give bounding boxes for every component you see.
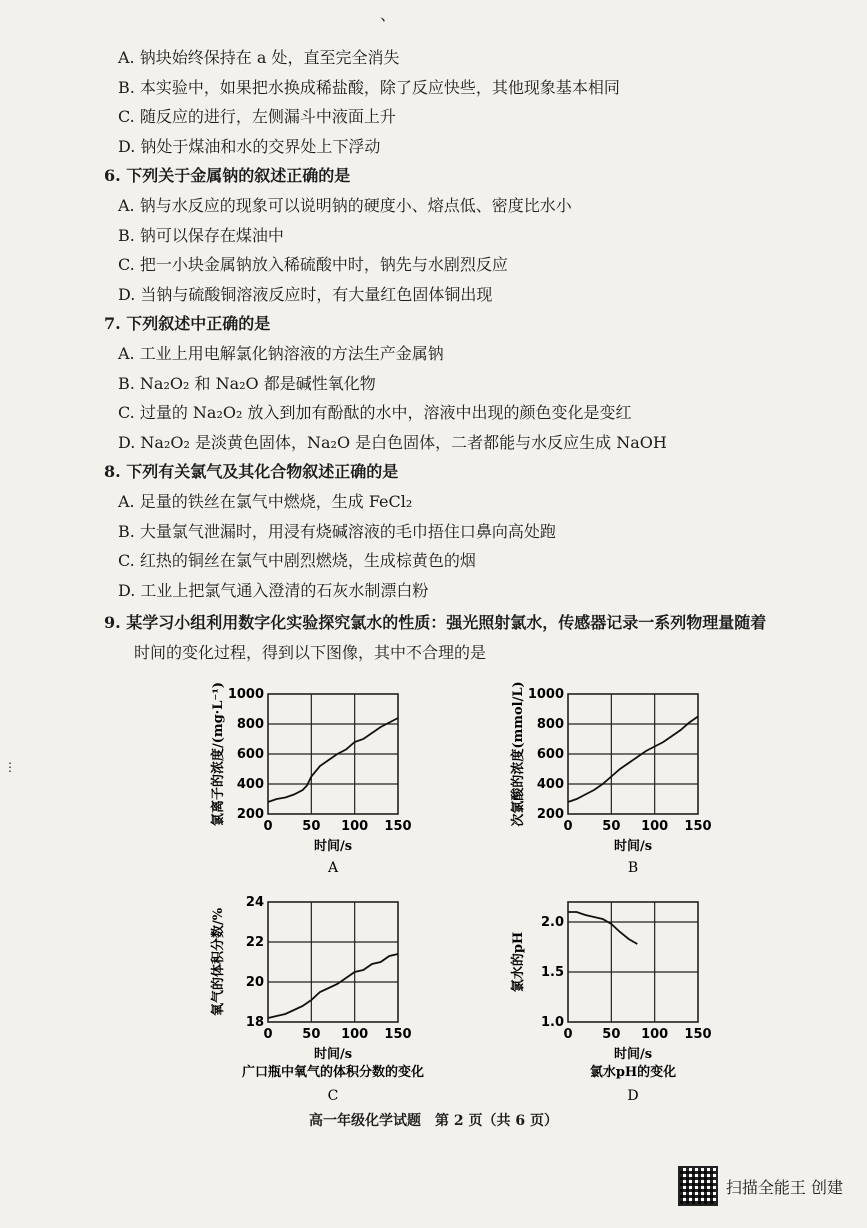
series-line (568, 912, 637, 944)
y-tick-label: 200 (236, 807, 264, 822)
x-tick-label: 50 (602, 1027, 621, 1042)
x-tick-label: 0 (263, 1027, 273, 1042)
y-tick-label: 400 (236, 777, 264, 792)
x-tick-label: 50 (302, 1027, 321, 1042)
y-tick-label: 800 (236, 717, 264, 732)
chart-svg (500, 682, 740, 877)
y-tick-label: 22 (245, 935, 264, 950)
question-option: B. Na₂O₂ 和 Na₂O 都是碱性氧化物 (118, 373, 376, 393)
y-tick-label: 400 (536, 777, 564, 792)
chart-svg (200, 682, 440, 877)
x-tick-label: 50 (602, 819, 621, 834)
x-tick-label: 150 (684, 819, 712, 834)
question-option: A. 钠块始终保持在 a 处，直至完全消失 (118, 48, 400, 67)
question-option: C. 随反应的进行，左侧漏斗中液面上升 (118, 107, 396, 127)
top-mark: 、 (380, 5, 397, 24)
x-tick-label: 100 (341, 819, 369, 834)
y-axis-label: 次氯酸的浓度(mmol/L) (511, 681, 526, 827)
question-option: D. 钠处于煤油和水的交界处上下浮动 (118, 136, 381, 156)
page-footer: 高一年级化学试题 第 2 页（共 6 页） (309, 1113, 558, 1129)
scanner-text: 扫描全能王 创建 (725, 1177, 843, 1197)
y-tick-label: 2.0 (540, 915, 564, 930)
y-tick-label: 200 (536, 807, 564, 822)
question-option: C. 把一小块金属钠放入稀硫酸中时，钠先与水剧烈反应 (118, 255, 508, 275)
y-tick-label: 600 (536, 747, 564, 762)
x-tick-label: 0 (263, 819, 273, 834)
y-axis-label: 氧气的体积分数/% (211, 907, 226, 1017)
x-axis-label: 时间/s (313, 1047, 353, 1062)
question-option: A. 足量的铁丝在氯气中燃烧，生成 FeCl₂ (118, 492, 413, 511)
x-tick-label: 150 (384, 819, 412, 834)
x-tick-label: 100 (641, 819, 669, 834)
y-tick-label: 600 (236, 747, 264, 762)
chart-subtitle: 广口瓶中氧气的体积分数的变化 (241, 1065, 425, 1080)
y-tick-label: 1000 (227, 687, 264, 702)
question-option: C. 红热的铜丝在氯气中剧烈燃烧，生成棕黄色的烟 (118, 551, 476, 571)
x-tick-label: 150 (384, 1027, 412, 1042)
plot-frame (568, 902, 698, 1022)
y-tick-label: 800 (536, 717, 564, 732)
question-stem: 6. 下列关于金属钠的叙述正确的是 (104, 166, 351, 186)
question-option: A. 钠与水反应的现象可以说明钠的硬度小、熔点低、密度比水小 (118, 196, 572, 215)
q9-stem-line1: 9. 某学习小组利用数字化实验探究氯水的性质：强光照射氯水，传感器记录一系列物理量随着 (104, 613, 767, 632)
question-stem: 8. 下列有关氯气及其化合物叙述正确的是 (104, 462, 399, 482)
chart-caption: B (627, 860, 639, 876)
qr-code-icon (678, 1166, 718, 1206)
series-line (268, 718, 398, 802)
y-tick-label: 1.0 (540, 1015, 564, 1030)
x-axis-label: 时间/s (313, 839, 353, 854)
question-option: A. 工业上用电解氯化钠溶液的方法生产金属钠 (118, 344, 444, 363)
y-tick-label: 1000 (527, 687, 564, 702)
chart-caption: C (327, 1088, 339, 1104)
x-tick-label: 100 (641, 1027, 669, 1042)
y-tick-label: 24 (245, 895, 264, 910)
x-tick-label: 0 (563, 819, 573, 834)
question-option: B. 钠可以保存在煤油中 (118, 225, 284, 245)
y-axis-label: 氯离子的浓度/(mg·L⁻¹) (211, 681, 226, 827)
question-stem: 7. 下列叙述中正确的是 (104, 314, 271, 334)
chart-subtitle: 氯水pH的变化 (589, 1065, 677, 1080)
question-option: D. Na₂O₂ 是淡黄色固体，Na₂O 是白色固体，二者都能与水反应生成 NaOH (118, 432, 667, 452)
y-tick-label: 1.5 (540, 965, 564, 980)
y-axis-label: 氯水的pH (511, 931, 526, 993)
x-tick-label: 100 (341, 1027, 369, 1042)
chart-svg (500, 890, 740, 1104)
chart-caption: D (627, 1088, 639, 1104)
series-line (268, 954, 398, 1018)
chart-svg (200, 890, 440, 1104)
y-tick-label: 18 (245, 1015, 264, 1030)
y-tick-label: 20 (245, 975, 264, 990)
x-axis-label: 时间/s (613, 839, 653, 854)
q9-stem-line2: 时间的变化过程，得到以下图像，其中不合理的是 (134, 643, 487, 662)
x-tick-label: 150 (684, 1027, 712, 1042)
scanner-watermark (678, 1166, 843, 1206)
series-line (568, 717, 698, 803)
question-option: D. 当钠与硫酸铜溶液反应时，有大量红色固体铜出现 (118, 284, 493, 304)
x-axis-label: 时间/s (613, 1047, 653, 1062)
question-option: C. 过量的 Na₂O₂ 放入到加有酚酞的水中，溶液中出现的颜色变化是变红 (118, 403, 632, 423)
question-option: D. 工业上把氯气通入澄清的石灰水制漂白粉 (118, 580, 429, 600)
chart-caption: A (327, 860, 339, 876)
chart-a (200, 682, 440, 881)
x-tick-label: 0 (563, 1027, 573, 1042)
x-tick-label: 50 (302, 819, 321, 834)
question-option: B. 本实验中，如果把水换成稀盐酸，除了反应快些，其他现象基本相同 (118, 77, 620, 97)
chart-b (500, 682, 740, 881)
margin-mark: ⋮ (4, 760, 16, 774)
chart-c (200, 890, 440, 1104)
chart-d (500, 890, 740, 1104)
question-option: B. 大量氯气泄漏时，用浸有烧碱溶液的毛巾捂住口鼻向高处跑 (118, 521, 556, 541)
